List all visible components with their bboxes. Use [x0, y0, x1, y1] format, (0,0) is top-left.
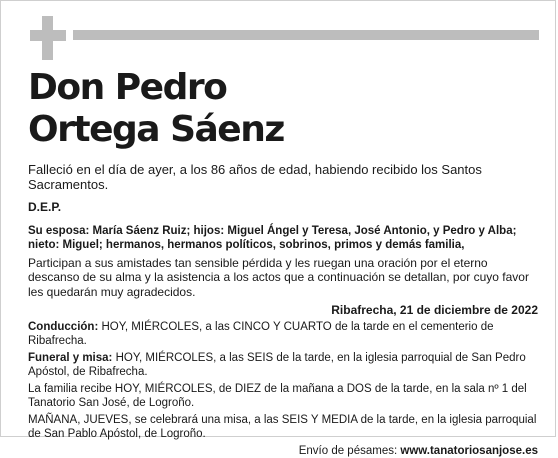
conduccion-label: Conducción: [28, 321, 98, 333]
name-line-2: Ortega Sáenz [28, 109, 284, 151]
dep-label: D.E.P. [28, 200, 538, 215]
thanks-text: Participan a sus amistades tan sensible pérdida y les ruegan una oración por el eterno descanso de su alma y la asistencia a los actos que a continuación se detallan, por cuyo favor les quedarán muy agradecidos. [28, 256, 538, 300]
condolences-label: Envío de pésames: [299, 445, 401, 457]
cross-icon [30, 16, 66, 60]
funeral-text: HOY, MIÉRCOLES, a las SEIS de la tarde, en la iglesia parroquial de San Pedro Apóstol, de Ribafrecha. [28, 352, 526, 379]
family-list: Su esposa: María Sáenz Ruiz; hijos: Miguel Ángel y Teresa, José Antonio, y Pedro y Alba; nieto: Miguel; hermanos, hermanos políticos, sobrinos, primos y demás familia, [28, 224, 538, 253]
conduccion-line [28, 320, 538, 349]
condolences-line [28, 444, 538, 458]
death-statement: Falleció en el día de ayer, a los 86 años de edad, habiendo recibido los Santos Sacramentos. [28, 162, 538, 192]
name-line-1: Don Pedro [28, 67, 284, 109]
notice-body [28, 162, 538, 458]
place-date: Ribafrecha, 21 de diciembre de 2022 [28, 303, 538, 318]
funeral-label: Funeral y misa: [28, 352, 112, 364]
deceased-name [28, 67, 284, 151]
condolences-website-link[interactable]: www.tanatoriosanjose.es [400, 445, 538, 457]
conduccion-text: HOY, MIÉRCOLES, a las CINCO Y CUARTO de la tarde en el cementerio de Ribafrecha. [28, 321, 494, 348]
mass-line: MAÑANA, JUEVES, se celebrará una misa, a las SEIS Y MEDIA de la tarde, en la iglesia parroquial de San Pablo Apóstol, de Logroño. [28, 413, 538, 442]
funeral-line [28, 351, 538, 380]
reception-line: La familia recibe HOY, MIÉRCOLES, de DIEZ de la mañana a DOS de la tarde, en la sala nº 1 del Tanatorio San José, de Logroño. [28, 382, 538, 411]
header-rule [73, 30, 539, 40]
